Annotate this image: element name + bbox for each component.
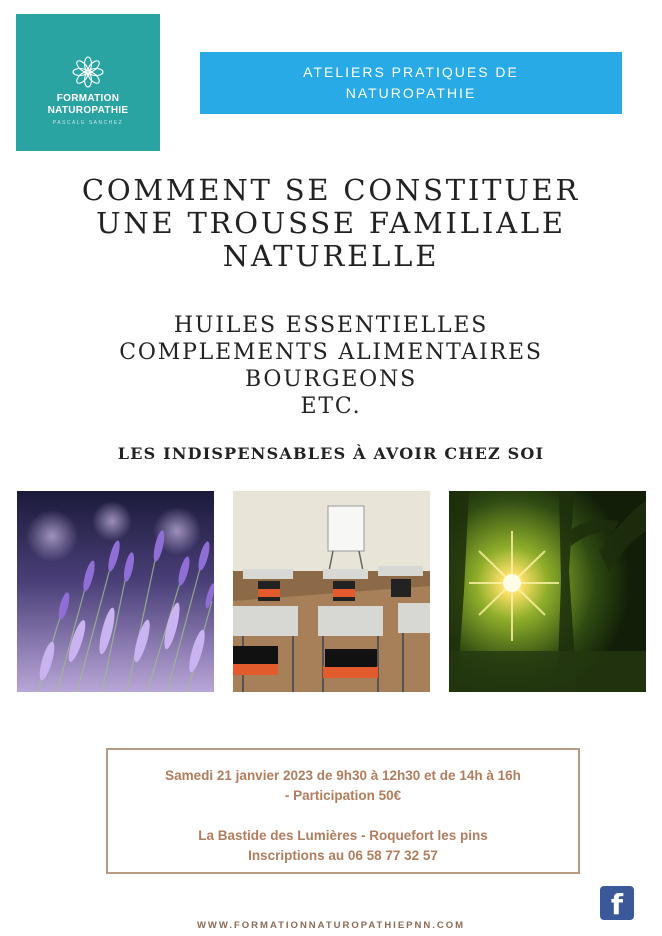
topics-list — [0, 312, 662, 420]
classroom-photo — [233, 491, 430, 692]
tagline: LES INDISPENSABLES À AVOIR CHEZ SOI — [117, 444, 545, 463]
lotus-mandala-icon — [70, 54, 106, 90]
logo-tagline: PASCALE SANCHEZ — [52, 120, 124, 126]
title-line-2: UNE TROUSSE FAMILIALE — [96, 206, 566, 240]
event-price: - Participation 50€ — [284, 788, 402, 803]
page-title — [0, 174, 662, 273]
forest-sun-photo — [449, 491, 646, 692]
topic-supplements: COMPLEMENTS ALIMENTAIRES — [119, 340, 543, 365]
topic-etc: ETC. — [300, 394, 362, 419]
topic-essential-oils: HUILES ESSENTIELLES — [173, 313, 489, 338]
workshop-banner — [200, 52, 622, 114]
banner-line-2: NATUROPATHIE — [345, 85, 477, 101]
event-contact: Inscriptions au 06 58 77 32 57 — [248, 848, 438, 863]
logo-text-formation: FORMATION — [56, 93, 120, 104]
logo-text-naturopathie: NATUROPATHIE — [47, 105, 129, 116]
title-line-3: NATURELLE — [222, 239, 440, 273]
topic-buds: BOURGEONS — [245, 367, 417, 392]
title-line-1: COMMENT SE CONSTITUER — [81, 173, 581, 207]
banner-line-1: ATELIERS PRATIQUES DE — [303, 64, 519, 80]
event-info-box — [106, 748, 580, 874]
lavender-photo — [17, 491, 214, 692]
event-location: La Bastide des Lumières - Roquefort les pins — [198, 828, 488, 843]
facebook-icon[interactable]: f — [600, 886, 634, 920]
logo-box — [16, 14, 160, 151]
website-link[interactable]: WWW.FORMATIONNATUROPATHIEPNN.COM — [196, 920, 466, 931]
event-date: Samedi 21 janvier 2023 de 9h30 à 12h30 et de 14h à 16h — [165, 768, 521, 783]
